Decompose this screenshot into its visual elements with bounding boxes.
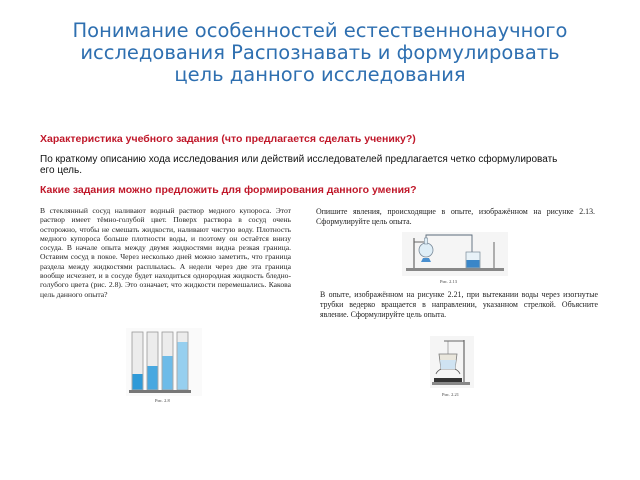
task-3-figure-caption: Рис. 2.21 (442, 392, 460, 397)
which-tasks-heading: Какие задания можно предложить для формирования данного умения? (40, 184, 417, 196)
task-characteristic-text-1: По краткому описанию хода исследования или действий исследователей предлагается четко сформулировать (40, 154, 558, 165)
task-1-figure-caption: Рис. 2.8 (155, 398, 170, 403)
task-3-figure (430, 336, 474, 388)
title-line-2: исследования Распознавать и формулировать (80, 41, 560, 64)
slide-title (20, 20, 620, 86)
task-characteristic-heading: Характеристика учебного задания (что предлагается сделать ученику?) (40, 133, 416, 145)
rotating-bucket-illustration (430, 336, 474, 388)
diffusion-vessels-illustration (126, 328, 202, 396)
task-2-figure (402, 232, 508, 276)
task-2-figure-caption: Рис. 2.13 (440, 279, 458, 284)
title-line-3: цель данного исследования (174, 63, 466, 86)
task-characteristic-text-2: его цель. (40, 165, 82, 176)
task-1-text: В стеклянный сосуд наливают водный раствор медного купороса. Этот раствор имеет тёмно-голубой цвет. Поверх раствора в сосуд очень осторожно, чтобы не смешать жидкости, наливают чистую воду. Плотность медного купороса больше плотности воды, и поэтому он остаётся внизу сосуда. В начале опыта между двумя жидкостями видна резкая граница. Оставим сосуд в покое. Через несколько дней можно заметить, что граница раздела между жидкостями расплылась. А недели через две эта граница вообще исчезнет, и в сосуде будет находиться однородная жидкость бледно-голубого цвета (рис. 2.8). Это означает, что жидкости перемешались. Какова цель данного опыта? (40, 206, 291, 299)
task-1-figure (126, 328, 202, 396)
task-2-text: Опишите явления, происходящие в опыте, изображённом на рисунке 2.13. Сформулируйте цель опыта. (316, 207, 595, 226)
flask-apparatus-illustration (402, 232, 508, 276)
title-line-1: Понимание особенностей естественнонаучного (72, 19, 568, 42)
task-3-text: В опыте, изображённом на рисунке 2.21, при вытекании воды через изогнутые трубки ведерко вращается в направлении, указанном стрелкой. Объясните явление. Сформулируйте цель опыта. (320, 290, 598, 319)
